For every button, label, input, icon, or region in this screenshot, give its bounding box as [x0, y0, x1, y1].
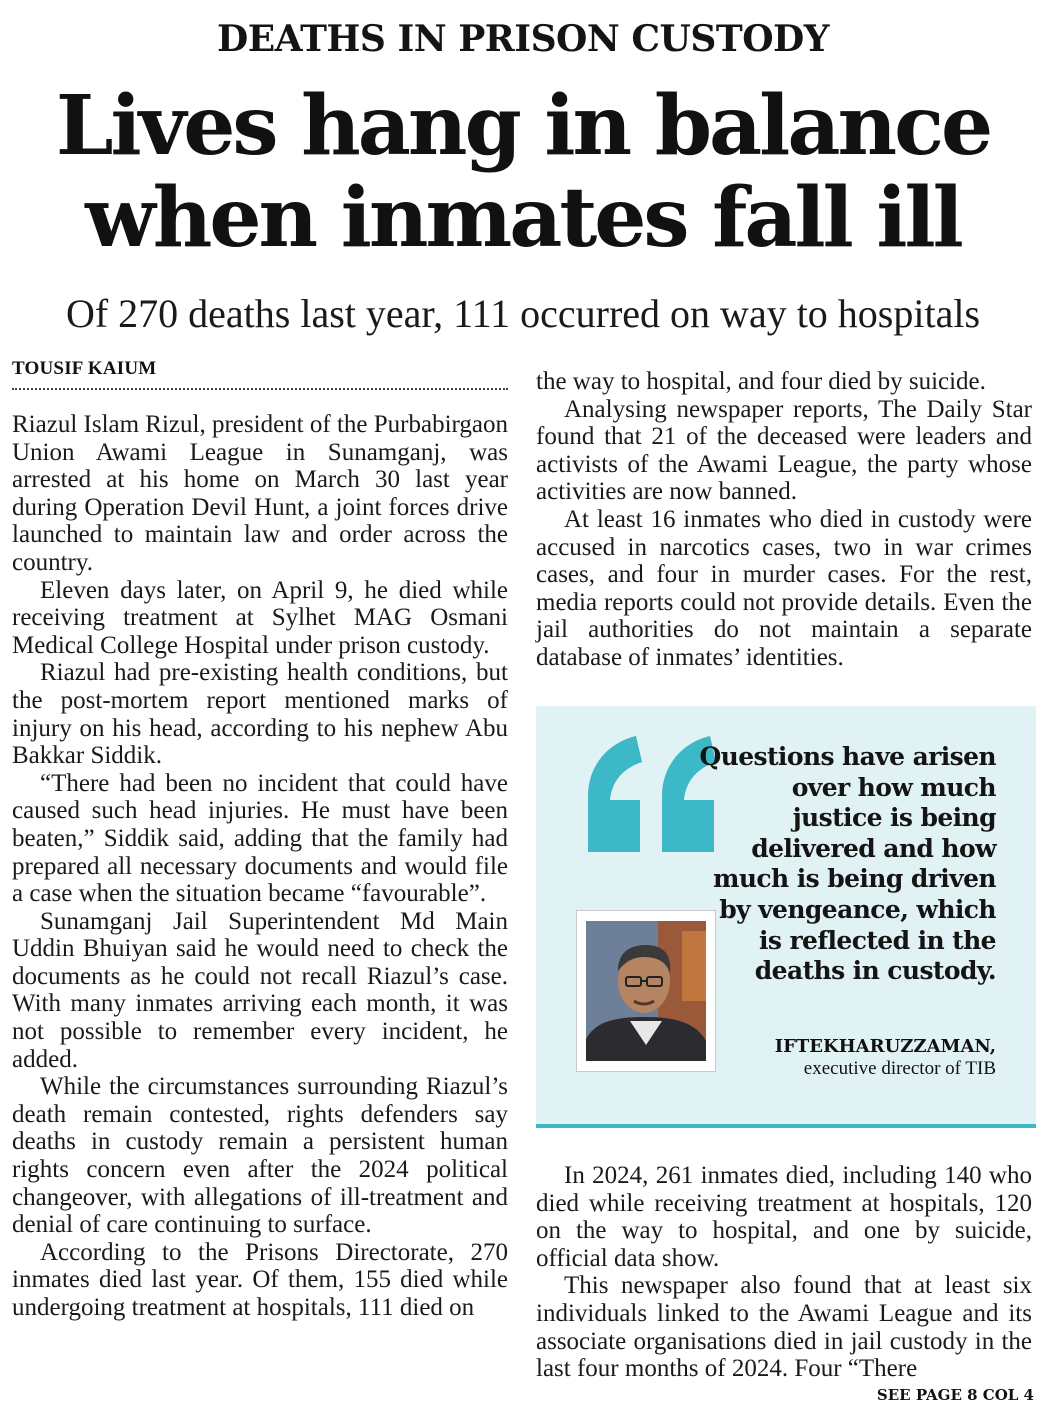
- jump-line: SEE PAGE 8 COL 4: [876, 1386, 1034, 1404]
- byline: TOUSIF KAIUM: [12, 358, 508, 390]
- paragraph: Riazul had pre-existing health conditions, but the post-mortem report mentioned marks of injury on his head, according to his nephew Abu Bakkar Siddik.: [12, 659, 508, 770]
- paragraph: According to the Prisons Directorate, 270 inmates died last year. Of them, 155 died while undergoing treatment at hospitals, 111 died on: [12, 1238, 508, 1321]
- pull-quote-text: Questions have arisen over how much justice is being delivered and how much is being driven by vengeance, which is reflected in the deaths in custody.: [699, 742, 996, 986]
- paragraph: In 2024, 261 inmates died, including 140 who died while receiving treatment at hospitals, 120 on the way to hospital, and one by suicide, official data show.: [536, 1162, 1032, 1272]
- left-column: [12, 411, 508, 1322]
- paragraph: Riazul Islam Rizul, president of the Purbabirgaon Union Awami League in Sunamganj, was arrested at his home on March 30 last year during Operation Devil Hunt, a joint forces drive launched to maintain law and order across the country.: [12, 411, 508, 576]
- paragraph: While the circumstances surrounding Riazul’s death remain contested, rights defenders say deaths in custody remain a persistent human rights concern even after the 2024 political changeover, with allegations of ill-treatment and denial of care continuing to surface.: [12, 1073, 508, 1239]
- kicker: DEATHS IN PRISON CUSTODY: [217, 18, 829, 60]
- pull-quote-box: [536, 706, 1036, 1128]
- paragraph: Sunamganj Jail Superintendent Md Main Uddin Bhuiyan said he would need to check the documents as he could not recall Riazul’s case. With many inmates arriving each month, it was not possible to remember every incident, he added.: [12, 907, 508, 1073]
- portrait-image: [586, 921, 706, 1061]
- headline-line-1: Lives hang in balance: [55, 78, 991, 174]
- headline-line-2: when inmates fall ill: [85, 170, 961, 266]
- paragraph: Analysing newspaper reports, The Daily Star found that 21 of the deceased were leaders and activists of the Awami League, the party whose activities are now banned.: [536, 395, 1032, 506]
- subheadline: Of 270 deaths last year, 111 occurred on way to hospitals: [65, 291, 981, 336]
- portrait-photo: [576, 910, 716, 1072]
- paragraph: the way to hospital, and four died by suicide.: [536, 368, 986, 395]
- quote-attribution-role: executive director of TIB: [803, 1058, 996, 1079]
- quote-attribution-name: IFTEKHARUZZAMAN,: [774, 1036, 996, 1057]
- headline: [0, 80, 1046, 264]
- paragraph: Eleven days later, on April 9, he died while receiving treatment at Sylhet MAG Osmani Medical College Hospital under prison custody.: [12, 576, 508, 659]
- right-column-bottom: [536, 1162, 1032, 1383]
- paragraph: “There had been no incident that could have caused such head injuries. He must have been beaten,” Siddik said, adding that the family had prepared all necessary documents and would file a case when the situation became “favourable”.: [12, 769, 508, 908]
- paragraph: This newspaper also found that at least six individuals linked to the Awami League and its associate organisations died in jail custody in the last four months of 2024. Four “There: [536, 1272, 1032, 1383]
- paragraph: At least 16 inmates who died in custody were accused in narcotics cases, two in war crimes cases, and four in murder cases. For the rest, media reports could not provide details. Even the jail authorities do not maintain a separate database of inmates’ identities.: [536, 505, 1032, 671]
- right-column-top: [536, 368, 1032, 672]
